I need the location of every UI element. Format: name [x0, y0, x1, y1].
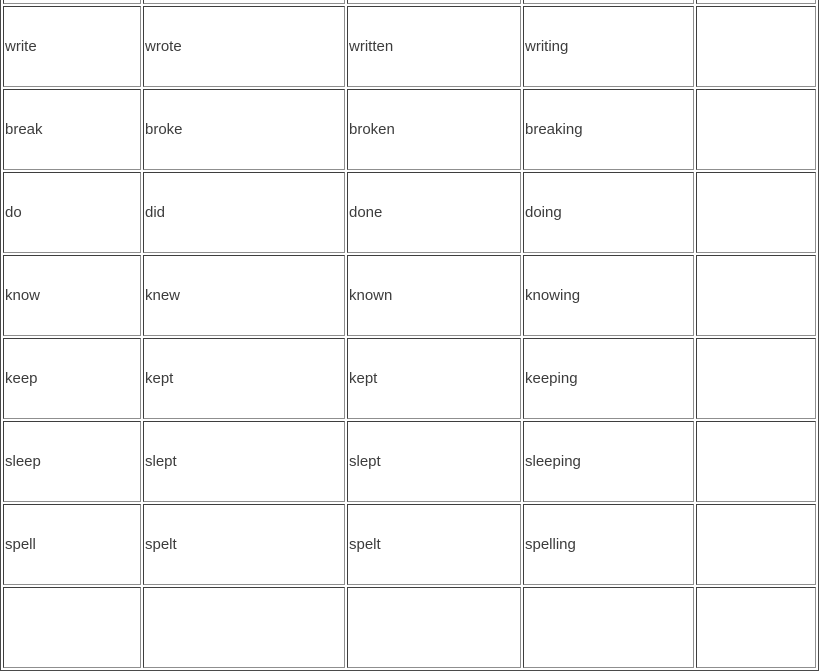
- table-cell: [696, 172, 816, 253]
- table-cell: written: [347, 6, 521, 87]
- table-cell: knowing: [523, 255, 694, 336]
- table-cell: [696, 89, 816, 170]
- table-cell: doing: [523, 172, 694, 253]
- table-cell: [143, 0, 345, 4]
- table-cell: kept: [143, 338, 345, 419]
- table-cell: done: [347, 172, 521, 253]
- table-cell: [696, 0, 816, 4]
- table-cell: [696, 255, 816, 336]
- table-cell: did: [143, 172, 345, 253]
- table-cell: broken: [347, 89, 521, 170]
- table-row: [3, 587, 816, 668]
- table-cell: known: [347, 255, 521, 336]
- table-cell: wrote: [143, 6, 345, 87]
- table-row: [3, 89, 816, 170]
- table-cell: spell: [3, 504, 141, 585]
- table-cell: breaking: [523, 89, 694, 170]
- table-cell: spelling: [523, 504, 694, 585]
- table-cell: [143, 587, 345, 668]
- table-row: [3, 504, 816, 585]
- verb-table-body: [3, 0, 816, 668]
- table-cell: slept: [143, 421, 345, 502]
- table-cell: [696, 504, 816, 585]
- table-row: [3, 0, 816, 4]
- table-cell: [696, 338, 816, 419]
- table-row: [3, 421, 816, 502]
- table-cell: [696, 6, 816, 87]
- table-row: [3, 6, 816, 87]
- table-cell: [696, 587, 816, 668]
- table-cell: knew: [143, 255, 345, 336]
- table-cell: slept: [347, 421, 521, 502]
- table-cell: kept: [347, 338, 521, 419]
- table-cell: know: [3, 255, 141, 336]
- table-row: [3, 172, 816, 253]
- table-cell: [3, 587, 141, 668]
- table-cell: break: [3, 89, 141, 170]
- table-cell: [347, 0, 521, 4]
- table-cell: sleeping: [523, 421, 694, 502]
- table-cell: keeping: [523, 338, 694, 419]
- table-row: [3, 255, 816, 336]
- table-cell: spelt: [347, 504, 521, 585]
- table-cell: keep: [3, 338, 141, 419]
- table-cell: writing: [523, 6, 694, 87]
- table-cell: [347, 587, 521, 668]
- table-row: [3, 338, 816, 419]
- table-cell: [696, 421, 816, 502]
- table-cell: [3, 0, 141, 4]
- table-cell: spelt: [143, 504, 345, 585]
- table-cell: [523, 587, 694, 668]
- table-cell: do: [3, 172, 141, 253]
- table-cell: write: [3, 6, 141, 87]
- table-cell: broke: [143, 89, 345, 170]
- table-cell: [523, 0, 694, 4]
- table-cell: sleep: [3, 421, 141, 502]
